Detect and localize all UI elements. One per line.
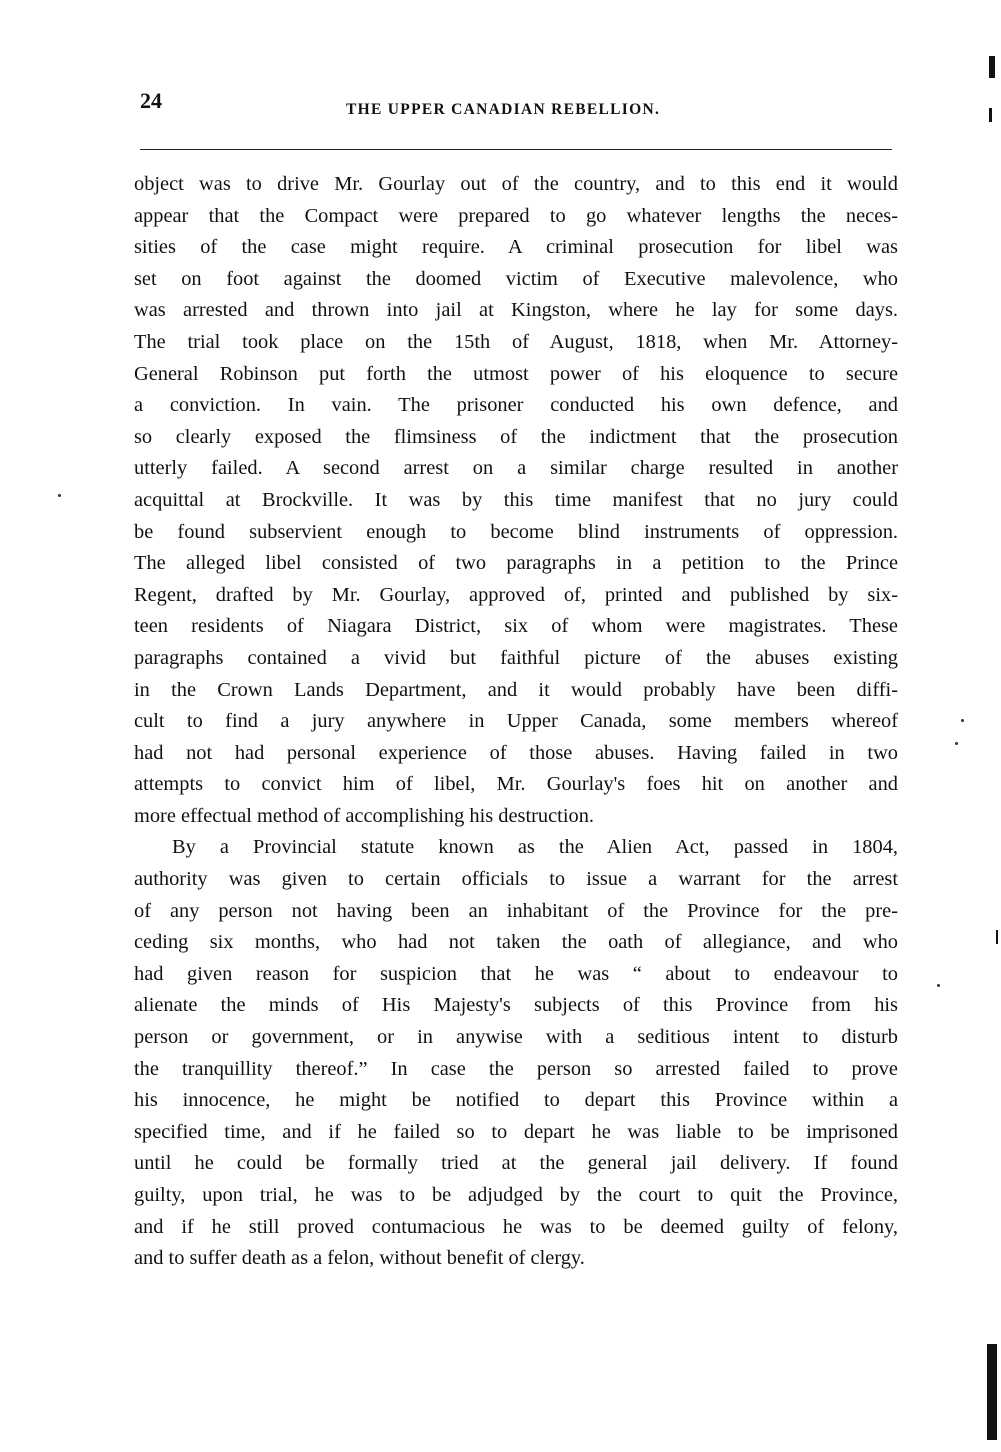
text-line: alienate the minds of His Majesty's subjects of this Province from his xyxy=(134,994,898,1017)
text-line: ceding six months, who had not taken the oath of allegiance, and who xyxy=(134,931,898,954)
text-line: a conviction. In vain. The prisoner conducted his own defence, and xyxy=(134,394,898,417)
text-line: specified time, and if he failed so to depart he was liable to be imprisoned xyxy=(134,1120,898,1143)
scan-speck xyxy=(961,719,964,722)
text-line: be found subservient enough to become blind instruments of oppression. xyxy=(134,520,898,543)
header-rule xyxy=(140,149,892,150)
paragraph-2 xyxy=(134,832,898,1274)
text-line: cult to find a jury anywhere in Upper Canada, some members whereof xyxy=(134,710,898,733)
scan-edge-mark xyxy=(987,1344,997,1440)
text-line: person or government, or in anywise with a seditious intent to disturb xyxy=(134,1026,898,1049)
text-line: attempts to convict him of libel, Mr. Gourlay's foes hit on another and xyxy=(134,773,898,796)
text-line: his innocence, he might be notified to depart this Province within a xyxy=(134,1089,898,1112)
text-line: appear that the Compact were prepared to go whatever lengths the neces- xyxy=(134,204,898,227)
scan-edge-mark xyxy=(989,56,995,78)
text-line: paragraphs contained a vivid but faithful picture of the abuses existing xyxy=(134,646,898,669)
text-line: set on foot against the doomed victim of Executive malevolence, who xyxy=(134,267,898,290)
text-line: until he could be formally tried at the general jail delivery. If found xyxy=(134,1152,898,1175)
text-line: teen residents of Niagara District, six of whom were magistrates. These xyxy=(134,615,898,638)
text-line: so clearly exposed the flimsiness of the indictment that the prosecution xyxy=(134,425,898,448)
scan-edge-mark xyxy=(996,930,998,944)
text-line: the tranquillity thereof.” In case the person so arrested failed to prove xyxy=(134,1057,898,1080)
scan-speck xyxy=(955,742,958,745)
scan-speck xyxy=(937,984,940,987)
text-line: By a Provincial statute known as the Alien Act, passed in 1804, xyxy=(172,836,898,859)
text-line: Regent, drafted by Mr. Gourlay, approved of, printed and published by six- xyxy=(134,583,898,606)
scan-edge-mark xyxy=(989,108,992,122)
text-line: utterly failed. A second arrest on a similar charge resulted in another xyxy=(134,457,898,480)
text-line: in the Crown Lands Department, and it would probably have been diffi- xyxy=(134,678,898,701)
text-line: had not had personal experience of those abuses. Having failed in two xyxy=(134,741,898,764)
page-number: 24 xyxy=(140,88,162,113)
text-line: and to suffer death as a felon, without benefit of clergy. xyxy=(134,1247,585,1270)
running-title: THE UPPER CANADIAN REBELLION. xyxy=(346,101,661,118)
text-line: The alleged libel consisted of two paragraphs in a petition to the Prince xyxy=(134,552,898,575)
text-line: General Robinson put forth the utmost power of his eloquence to secure xyxy=(134,362,898,385)
text-line: sities of the case might require. A criminal prosecution for libel was xyxy=(134,236,898,259)
text-line: of any person not having been an inhabitant of the Province for the pre- xyxy=(134,899,898,922)
text-line: object was to drive Mr. Gourlay out of the country, and to this end it would xyxy=(134,173,898,195)
text-line: and if he still proved contumacious he was to be deemed guilty of felony, xyxy=(134,1215,898,1238)
text-line: had given reason for suspicion that he was “ about to endeavour to xyxy=(134,962,898,985)
text-line: The trial took place on the 15th of August, 1818, when Mr. Attorney- xyxy=(134,330,898,353)
text-line: more effectual method of accomplishing his destruction. xyxy=(134,804,594,827)
text-line: authority was given to certain officials to issue a warrant for the arrest xyxy=(134,868,898,891)
text-line: guilty, upon trial, he was to be adjudged by the court to quit the Province, xyxy=(134,1184,898,1206)
body-text xyxy=(134,169,898,1275)
text-line: acquittal at Brockville. It was by this time manifest that no jury could xyxy=(134,488,898,511)
text-line: was arrested and thrown into jail at Kingston, where he lay for some days. xyxy=(134,299,898,322)
scan-speck xyxy=(58,494,61,497)
paragraph-1 xyxy=(134,169,898,832)
